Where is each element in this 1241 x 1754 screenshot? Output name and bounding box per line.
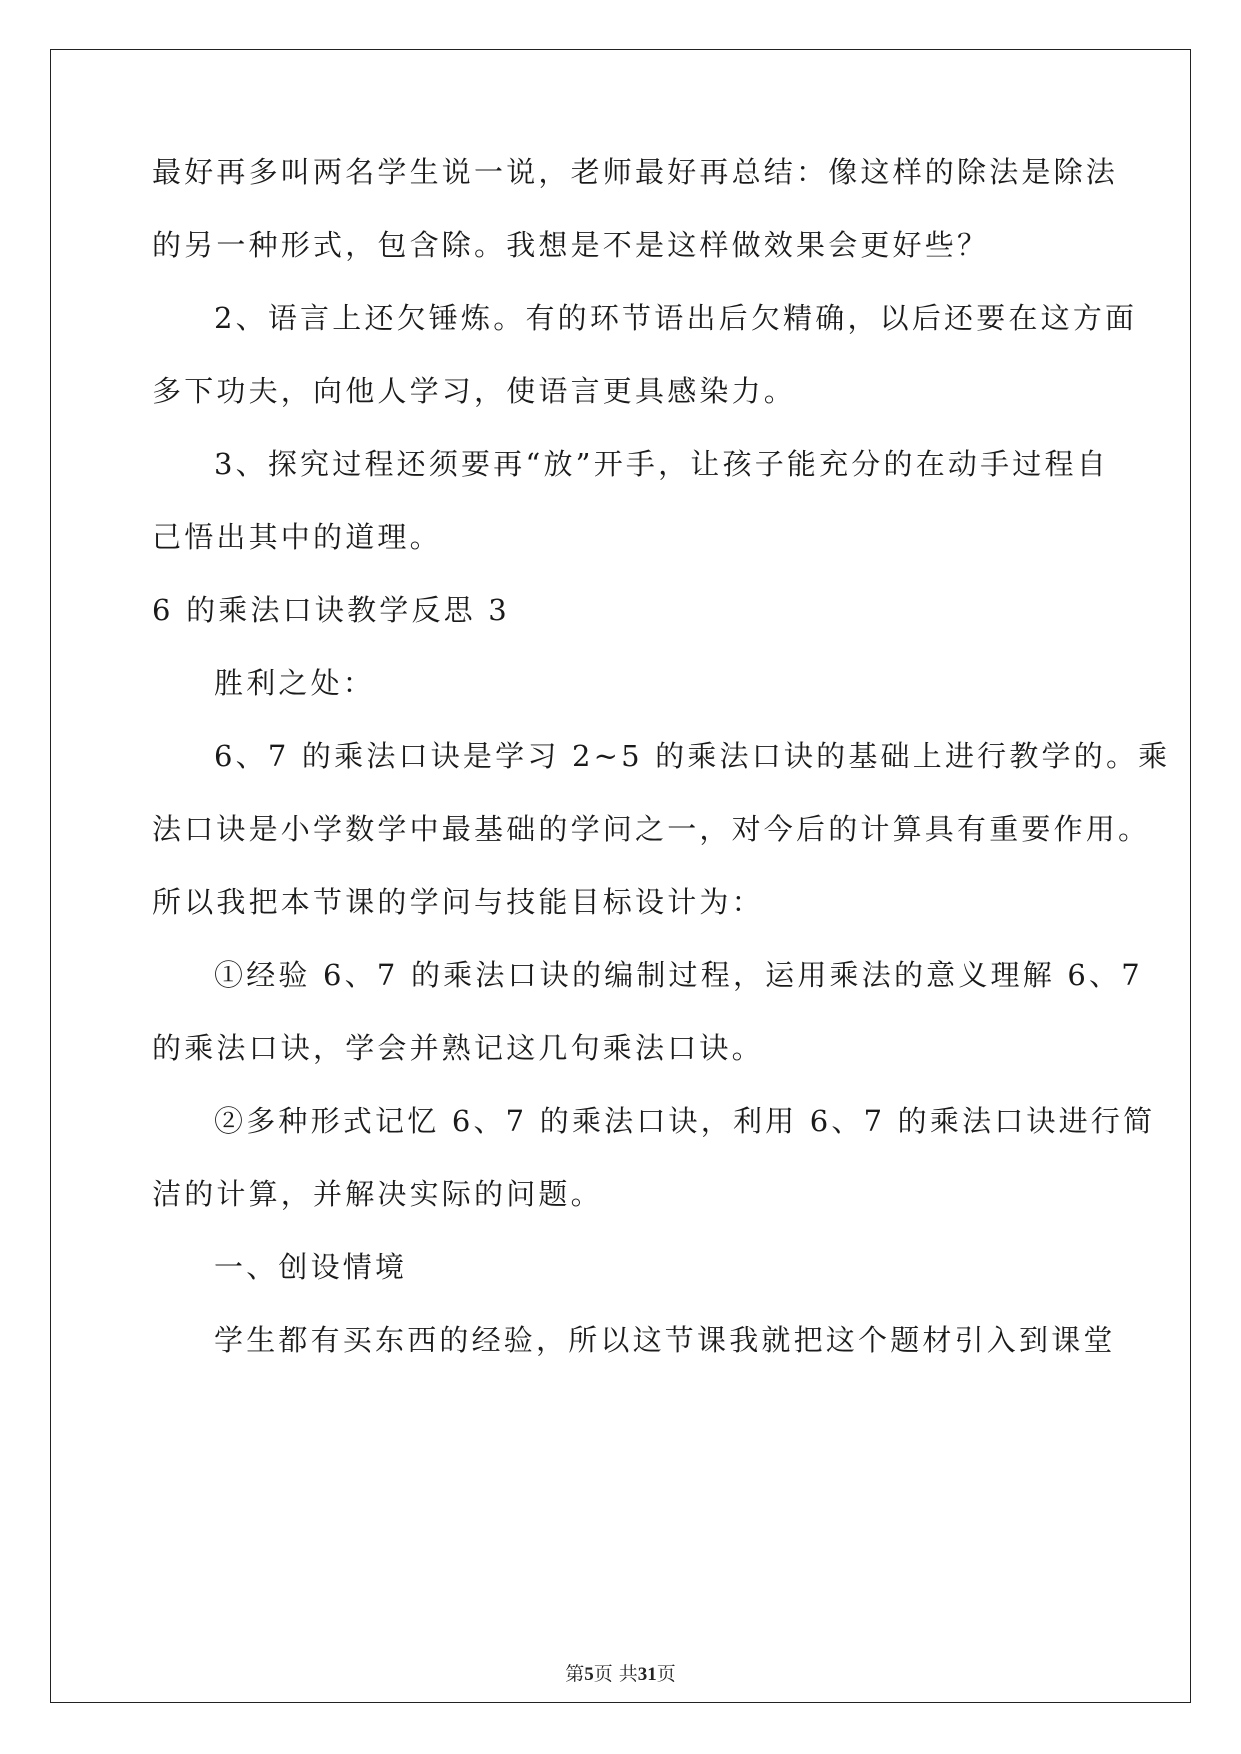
paragraph-line: ①经验 6、7 的乘法口诀的编制过程，运用乘法的意义理解 6、7	[214, 958, 1143, 992]
paragraph-line: 多下功夫，向他人学习，使语言更具感染力。	[152, 374, 797, 408]
paragraph-line: 胜利之处：	[214, 666, 376, 700]
page-footer	[0, 1662, 1241, 1687]
paragraph-line: 的乘法口诀，学会并熟记这几句乘法口诀。	[152, 1031, 764, 1065]
current-page-number: 5	[584, 1664, 594, 1685]
paragraph-line: 己悟出其中的道理。	[152, 520, 442, 554]
footer-mid: 页 共	[593, 1663, 638, 1685]
paragraph-line: 3、探究过程还须要再“放”开手，让孩子能充分的在动手过程自	[214, 447, 1109, 481]
paragraph-line: 法口诀是小学数学中最基础的学问之一，对今后的计算具有重要作用。	[152, 812, 1151, 846]
paragraph-line: ②多种形式记忆 6、7 的乘法口诀，利用 6、7 的乘法口诀进行简	[214, 1104, 1156, 1138]
paragraph-line: 洁的计算，并解决实际的问题。	[152, 1177, 603, 1211]
footer-prefix: 第	[565, 1663, 585, 1685]
paragraph-line: 最好再多叫两名学生说一说，老师最好再总结：像这样的除法是除法	[152, 155, 1119, 189]
subheading: 一、创设情境	[214, 1250, 408, 1284]
paragraph-line: 学生都有买东西的经验，所以这节课我就把这个题材引入到课堂	[214, 1323, 1116, 1357]
footer-suffix: 页	[656, 1663, 676, 1685]
paragraph-line: 的另一种形式，包含除。我想是不是这样做效果会更好些？	[152, 228, 990, 262]
paragraph-line: 所以我把本节课的学问与技能目标设计为：	[152, 885, 764, 919]
paragraph-line: 6、7 的乘法口诀是学习 2~5 的乘法口诀的基础上进行教学的。乘	[214, 739, 1171, 773]
paragraph-line: 2、语言上还欠锤炼。有的环节语出后欠精确，以后还要在这方面	[214, 301, 1138, 335]
total-pages-number: 31	[637, 1664, 657, 1685]
section-heading: 6 的乘法口诀教学反思 3	[152, 593, 510, 627]
